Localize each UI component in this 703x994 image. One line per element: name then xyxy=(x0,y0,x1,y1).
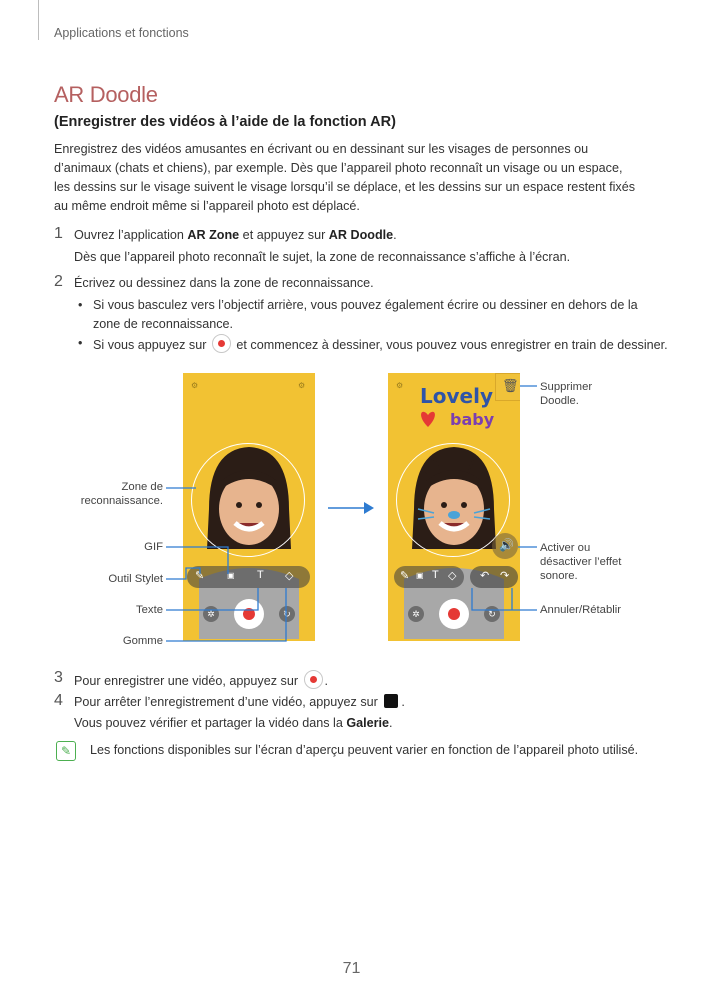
step-4-detail: Vous pouvez vérifier et partager la vidéo dans la Galerie. xyxy=(74,716,393,730)
callout-eraser: Gomme xyxy=(122,635,163,647)
note-text: Les fonctions disponibles sur l’écran d’aperçu peuvent varier en fonction de l’appareil photo utilisé. xyxy=(90,743,639,757)
settings-icon: ⚙ xyxy=(191,381,199,390)
record-icon xyxy=(304,670,323,689)
redo-icon[interactable]: ↷ xyxy=(500,570,510,582)
callout-zone: Zone de reconnaissance. xyxy=(80,481,163,507)
pen-icon[interactable]: ✎ xyxy=(400,570,410,582)
pen-icon[interactable]: ✎ xyxy=(195,570,205,582)
settings-icon: ⚙ xyxy=(298,381,306,390)
step-1-detail: Dès que l’appareil photo reconnaît le sujet, la zone de reconnaissance s’affiche à l’écran. xyxy=(74,250,571,264)
page-number: 71 xyxy=(342,960,361,977)
intro-paragraph: Enregistrez des vidéos amusantes en écrivant ou en dessinant sur les visages de personnes ou d’animaux (chats et chiens), par exemple. Dès que l’appareil photo reconnaît un visage ou un espace, les dessins sur le visage suivent le visage lorsqu’il se déplace, et les dessins sur un espace restent fixés au même endroit même si l’appareil photo est déplacé. xyxy=(54,142,636,213)
gif-icon[interactable]: ▣ xyxy=(416,571,424,580)
callout-pen: Outil Stylet xyxy=(108,573,163,585)
callout-gif: GIF xyxy=(144,541,163,553)
gif-icon[interactable]: ▣ xyxy=(227,571,235,580)
stop-icon xyxy=(384,694,398,708)
settings-icon: ⚙ xyxy=(396,381,404,390)
note-icon: ✎ xyxy=(56,741,76,761)
switch-camera-icon[interactable]: ↻ xyxy=(484,606,500,622)
eraser-icon[interactable]: ◇ xyxy=(285,570,294,582)
undo-icon[interactable]: ↶ xyxy=(480,570,490,582)
running-title: Applications et fonctions xyxy=(54,26,189,40)
switch-camera-icon[interactable]: ↻ xyxy=(279,606,295,622)
svg-text:Lovely: Lovely xyxy=(420,384,493,408)
callout-undo: Annuler/Rétablir xyxy=(540,604,622,616)
text-icon[interactable]: T xyxy=(257,569,264,581)
speaker-icon[interactable]: 🔊 xyxy=(499,538,514,552)
section-subtitle: (Enregistrer des vidéos à l’aide de la fonction AR) xyxy=(54,114,396,130)
callout-text: Texte xyxy=(135,604,163,616)
step-text: Ouvrez l’application AR Zone et appuyez sur AR Doodle. xyxy=(74,228,397,242)
callout-sound: Activer ou désactiver l’effet sonore. xyxy=(540,542,622,582)
callout-delete: Supprimer Doodle. xyxy=(540,381,593,407)
effects-icon[interactable]: ✲ xyxy=(408,606,424,622)
eraser-icon[interactable]: ◇ xyxy=(448,570,457,582)
step-number: 1 xyxy=(54,225,63,242)
section-title: AR Doodle xyxy=(54,82,158,107)
text-icon[interactable]: T xyxy=(432,569,439,581)
trash-icon[interactable]: 🗑 xyxy=(502,378,519,393)
effects-icon[interactable]: ✲ xyxy=(203,606,219,622)
svg-text:baby: baby xyxy=(450,410,495,429)
